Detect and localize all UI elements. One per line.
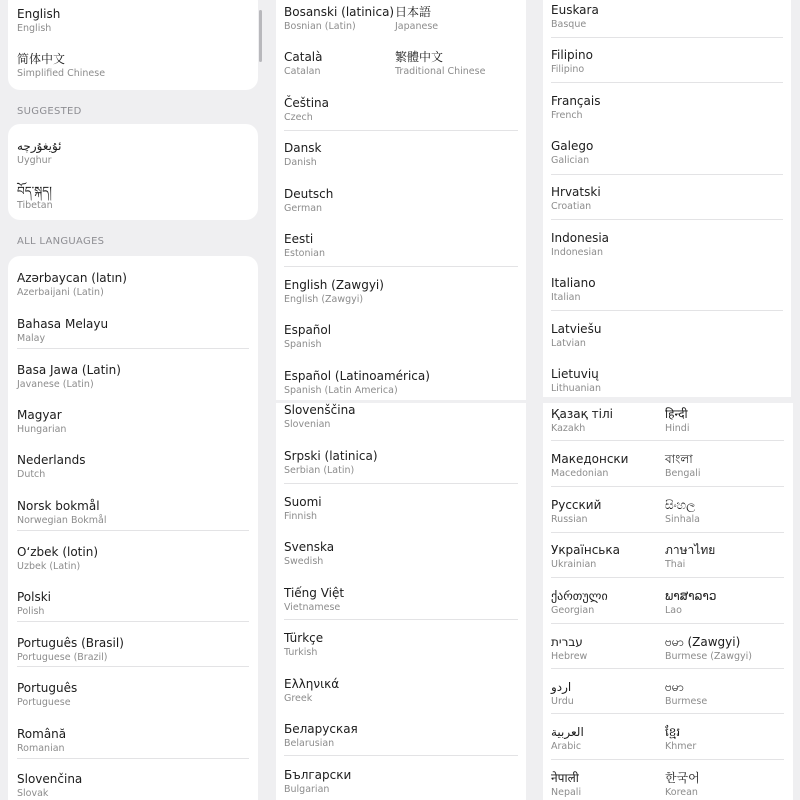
language-native-name: اردو (551, 680, 572, 694)
language-native-name: Français (551, 94, 601, 108)
language-english-name: Basque (551, 19, 587, 30)
language-english-name: Lithuanian (551, 383, 602, 394)
language-item-uyghur[interactable] (17, 134, 247, 179)
language-native-name: ئۇيغۇرچە (17, 139, 62, 153)
separator (17, 666, 249, 667)
language-english-name: Uyghur (17, 155, 52, 166)
language-item[interactable] (17, 676, 247, 721)
language-english-name: Arabic (551, 741, 582, 752)
language-native-name: Latviešu (551, 322, 602, 336)
language-item[interactable] (395, 0, 515, 45)
language-native-name: Suomi (284, 495, 322, 509)
language-english-name: Croatian (551, 201, 592, 212)
language-native-name: Español (Latinoamérica) (284, 369, 430, 383)
language-native-name: Русский (551, 498, 602, 512)
language-english-name: Bengali (665, 468, 701, 479)
separator (284, 619, 518, 620)
language-item[interactable] (17, 358, 247, 403)
language-english-name: Swedish (284, 556, 324, 567)
language-native-name: বাংলা (665, 452, 693, 466)
language-native-name: Polski (17, 590, 52, 604)
separator (17, 530, 249, 531)
language-english-name: Burmese (Zawgyi) (665, 651, 752, 662)
language-native-name: Hrvatski (551, 185, 601, 199)
language-native-name: Українська (551, 543, 620, 557)
language-native-name: Português (17, 681, 78, 695)
language-native-name: Català (284, 50, 323, 64)
language-item[interactable] (284, 45, 394, 90)
panel-2 (276, 0, 526, 800)
language-native-name: Ελληνικά (284, 677, 340, 691)
panel-1 (0, 0, 268, 800)
language-item[interactable] (551, 766, 661, 800)
language-english-name: Spanish (284, 339, 322, 350)
language-native-name: Azərbaycan (latın) (17, 271, 127, 285)
language-english-name: Hungarian (17, 424, 67, 435)
separator (284, 266, 518, 267)
language-native-name: ខ្មែរ (665, 725, 681, 739)
language-native-name: Қазақ тілі (551, 407, 613, 421)
language-english-name: Slovak (17, 788, 49, 799)
language-english-name: English (17, 23, 52, 34)
language-native-name: Euskara (551, 3, 599, 17)
language-english-name: Portuguese (17, 697, 71, 708)
language-english-name: Russian (551, 514, 588, 525)
language-native-name: Galego (551, 139, 594, 153)
language-item[interactable] (284, 136, 516, 181)
language-native-name: ภาษาไทย (665, 543, 716, 557)
separator (551, 623, 784, 624)
suggested-card (8, 124, 258, 220)
language-english-name: French (551, 110, 583, 121)
scrollbar[interactable] (259, 10, 262, 62)
language-english-name: Hindi (665, 423, 690, 434)
language-native-name: ქართული (551, 589, 608, 603)
language-native-name: English (17, 7, 61, 21)
separator (551, 37, 783, 38)
language-native-name: 简体中文 (17, 52, 66, 66)
language-english-name: Macedonian (551, 468, 609, 479)
language-english-name: Japanese (395, 21, 439, 32)
language-english-name: Dutch (17, 469, 46, 480)
separator (551, 82, 783, 83)
language-native-name: Slovenščina (284, 403, 356, 417)
language-native-name: Español (284, 323, 332, 337)
language-native-name: Bahasa Melayu (17, 317, 109, 331)
language-item[interactable] (17, 448, 247, 493)
language-item[interactable] (284, 318, 516, 363)
language-native-name: 日本語 (395, 5, 432, 19)
language-english-name: Urdu (551, 696, 574, 707)
language-english-name: Norwegian Bokmål (17, 515, 107, 526)
language-native-name: Čeština (284, 96, 330, 110)
language-english-name: Indonesian (551, 247, 603, 258)
language-list-card-top (276, 0, 526, 400)
language-native-name: Norsk bokmål (17, 499, 100, 513)
language-native-name: Indonesia (551, 231, 610, 245)
language-native-name: हिन्दी (665, 407, 688, 421)
language-item[interactable] (17, 585, 247, 630)
language-item[interactable] (395, 45, 515, 90)
language-native-name: Italiano (551, 276, 596, 290)
language-item-simplified-chinese[interactable] (17, 47, 247, 90)
language-english-name: Turkish (284, 647, 318, 658)
separator (551, 759, 784, 760)
language-english-name: Korean (665, 787, 698, 798)
separator (284, 483, 518, 484)
separator (17, 348, 249, 349)
language-native-name: Tiếng Việt (284, 586, 345, 600)
language-native-name: Беларуская (284, 722, 358, 736)
language-item[interactable] (17, 312, 247, 357)
separator (284, 130, 518, 131)
language-english-name: Burmese (665, 696, 708, 707)
language-english-name: Greek (284, 693, 313, 704)
language-english-name: Polish (17, 606, 45, 617)
language-english-name: Ukrainian (551, 559, 597, 570)
language-item[interactable] (284, 490, 516, 535)
language-native-name: Eesti (284, 232, 314, 246)
language-english-name: Bosnian (Latin) (284, 21, 356, 32)
language-english-name: Tibetan (17, 200, 53, 211)
separator (17, 758, 249, 759)
language-item[interactable] (17, 722, 247, 767)
language-native-name: Slovenčina (17, 772, 83, 786)
language-native-name: བོད་སྐད། (17, 184, 52, 198)
language-english-name: Lao (665, 605, 682, 616)
language-english-name: Italian (551, 292, 581, 303)
all-languages-section-header: ALL LANGUAGES (17, 236, 105, 247)
language-native-name: Svenska (284, 540, 335, 554)
language-item-tibetan[interactable] (17, 179, 247, 220)
language-english-name: German (284, 203, 323, 214)
language-english-name: Slovenian (284, 419, 331, 430)
language-native-name: 한국어 (665, 771, 700, 785)
language-english-name: Romanian (17, 743, 65, 754)
separator (551, 713, 784, 714)
language-item[interactable] (551, 89, 781, 134)
language-english-name: Estonian (284, 248, 325, 259)
language-english-name: Nepali (551, 787, 582, 798)
language-item[interactable] (17, 540, 247, 585)
language-english-name: English (Zawgyi) (284, 294, 364, 305)
language-english-name: Azerbaijani (Latin) (17, 287, 104, 298)
language-english-name: Simplified Chinese (17, 68, 106, 79)
separator (551, 310, 783, 311)
language-english-name: Bulgarian (284, 784, 330, 795)
language-english-name: Spanish (Latin America) (284, 385, 398, 396)
language-english-name: Javanese (Latin) (17, 379, 94, 390)
language-list-card-top (543, 0, 791, 397)
language-item[interactable] (284, 273, 516, 318)
language-item[interactable] (551, 134, 781, 179)
separator (284, 755, 518, 756)
language-native-name: עברית (551, 635, 583, 649)
language-item[interactable] (551, 226, 781, 271)
language-english-name: Danish (284, 157, 317, 168)
language-item[interactable] (551, 317, 781, 362)
language-english-name: Kazakh (551, 423, 586, 434)
language-english-name: Galician (551, 155, 590, 166)
separator (551, 440, 784, 441)
language-native-name: ဗမာ (Zawgyi) (665, 635, 741, 649)
language-native-name: English (Zawgyi) (284, 278, 384, 292)
separator (551, 532, 784, 533)
panel-3 (543, 0, 800, 800)
language-item[interactable] (284, 763, 516, 800)
language-item[interactable] (284, 403, 516, 443)
language-native-name: ဗမာ (665, 680, 684, 694)
language-item[interactable] (284, 535, 516, 580)
language-item[interactable] (17, 494, 247, 539)
language-native-name: O‘zbek (lotin) (17, 545, 99, 559)
language-english-name: Catalan (284, 66, 321, 77)
separator (17, 621, 249, 622)
language-grid-card-bottom (543, 403, 793, 800)
language-english-name: Hebrew (551, 651, 588, 662)
language-english-name: Belarusian (284, 738, 335, 749)
language-item[interactable] (665, 766, 775, 800)
language-english-name: Georgian (551, 605, 595, 616)
language-native-name: Lietuvių (551, 367, 599, 381)
language-english-name: Malay (17, 333, 46, 344)
language-native-name: Български (284, 768, 352, 782)
language-english-name: Filipino (551, 64, 585, 75)
language-native-name: Português (Brasil) (17, 636, 124, 650)
language-native-name: Deutsch (284, 187, 334, 201)
language-native-name: Bosanski (latinica) (284, 5, 395, 19)
language-native-name: العربية (551, 725, 584, 739)
separator (551, 668, 784, 669)
language-english-name: Traditional Chinese (395, 66, 486, 77)
language-list-card-bottom (276, 403, 526, 800)
language-item[interactable] (284, 672, 516, 717)
language-item[interactable] (551, 362, 781, 397)
language-native-name: नेपाली (551, 771, 579, 785)
language-item[interactable] (17, 767, 247, 800)
language-native-name: Srpski (latinica) (284, 449, 378, 463)
language-item[interactable] (284, 0, 394, 45)
language-item[interactable] (284, 364, 516, 400)
separator (551, 577, 784, 578)
all-languages-card (8, 256, 258, 800)
language-native-name: ພາສາລາວ (665, 589, 717, 603)
language-native-name: Magyar (17, 408, 62, 422)
language-native-name: Türkçe (284, 631, 324, 645)
language-item[interactable] (17, 631, 247, 676)
language-native-name: 繁體中文 (395, 50, 444, 64)
language-english-name: Khmer (665, 741, 697, 752)
language-english-name: Portuguese (Brazil) (17, 652, 108, 663)
separator (551, 219, 783, 220)
language-item[interactable] (17, 266, 247, 311)
language-english-name: Finnish (284, 511, 318, 522)
language-english-name: Uzbek (Latin) (17, 561, 81, 572)
language-item[interactable] (17, 403, 247, 448)
language-native-name: Filipino (551, 48, 593, 62)
language-english-name: Serbian (Latin) (284, 465, 355, 476)
language-item[interactable] (284, 626, 516, 671)
language-english-name: Thai (665, 559, 686, 570)
language-english-name: Sinhala (665, 514, 700, 525)
language-native-name: Basa Jawa (Latin) (17, 363, 121, 377)
language-item-english[interactable] (17, 2, 247, 47)
language-english-name: Vietnamese (284, 602, 341, 613)
language-english-name: Czech (284, 112, 313, 123)
language-native-name: Nederlands (17, 453, 86, 467)
separator (551, 174, 783, 175)
language-item[interactable] (284, 182, 516, 227)
suggested-section-header: SUGGESTED (17, 106, 82, 117)
language-native-name: Dansk (284, 141, 322, 155)
separator (551, 486, 784, 487)
language-native-name: Română (17, 727, 67, 741)
language-english-name: Latvian (551, 338, 586, 349)
language-native-name: Македонски (551, 452, 629, 466)
language-native-name: සිංහල (665, 498, 696, 512)
current-languages-card (8, 0, 258, 90)
